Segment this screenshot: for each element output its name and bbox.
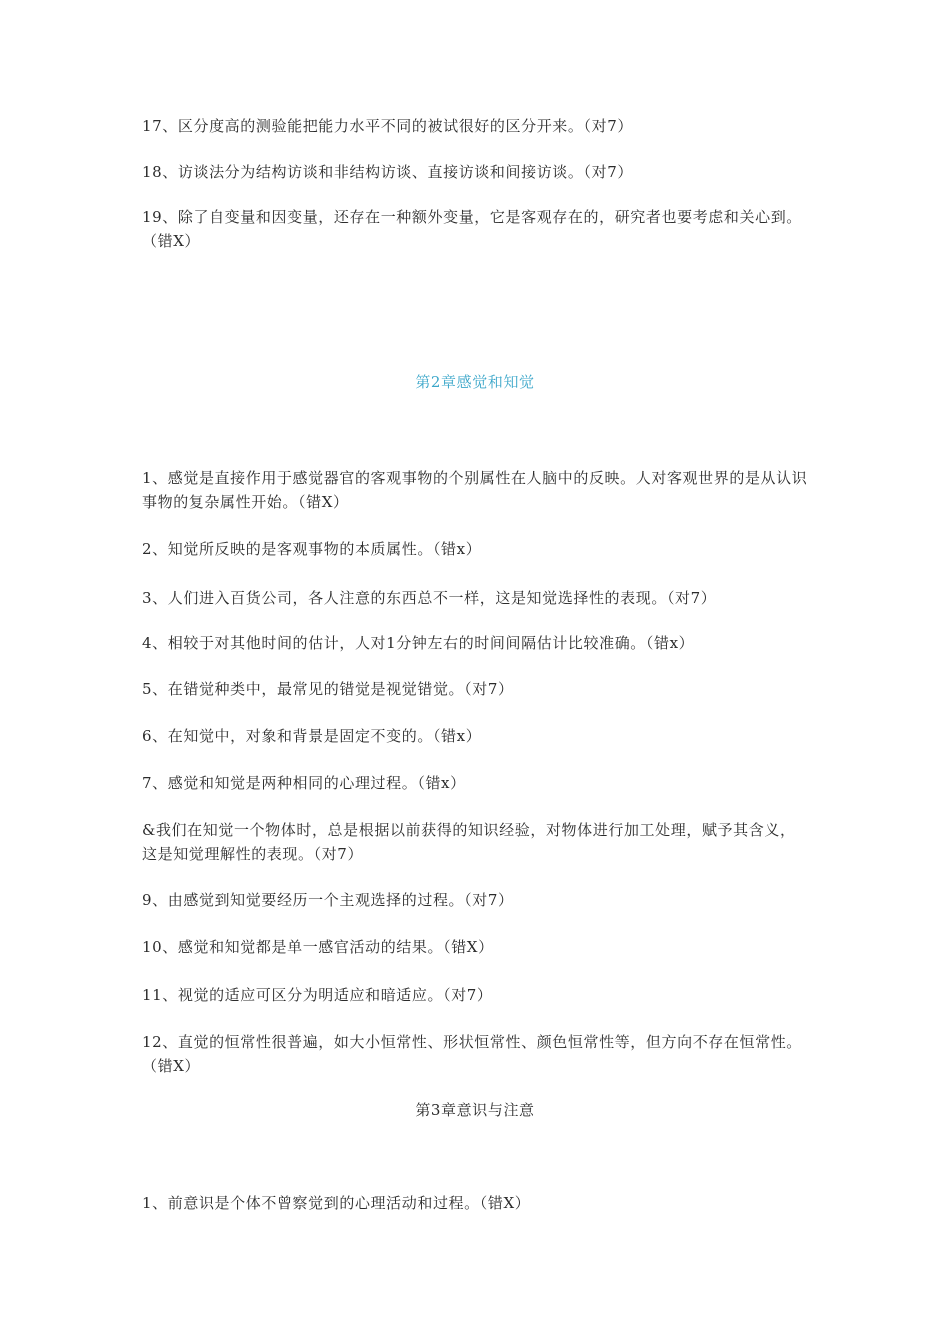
question-item: 11、视觉的适应可区分为明适应和暗适应。（对7） [142,986,493,1004]
question-item: 17、区分度高的测验能把能力水平不同的被试很好的区分开来。（对7） [142,117,633,135]
question-item: 19、除了自变量和因变量，还存在一种额外变量，它是客观存在的，研究者也要考虑和关心到。（错X） [142,208,802,250]
chapter-heading: 第2章感觉和知觉 [415,373,535,391]
question-item: 7、感觉和知觉是两种相同的心理过程。（错x） [142,774,466,792]
question-item: 18、访谈法分为结构访谈和非结构访谈、直接访谈和间接访谈。（对7） [142,163,633,181]
question-item: &我们在知觉一个物体时，总是根据以前获得的知识经验，对物体进行加工处理，赋予其含义，这是知觉理解性的表现。（对7） [142,821,796,863]
question-item: 1、感觉是直接作用于感觉器官的客观事物的个别属性在人脑中的反映。人对客观世界的是从认识事物的复杂属性开始。（错X） [142,469,808,511]
chapter-heading: 第3章意识与注意 [415,1101,535,1119]
question-item: 6、在知觉中，对象和背景是固定不变的。（错x） [142,727,482,745]
question-item: 5、在错觉种类中，最常见的错觉是视觉错觉。（对7） [142,680,514,698]
question-item: 4、相较于对其他时间的估计，人对1分钟左右的时间间隔估计比较准确。（错x） [142,634,695,652]
question-item: 10、感觉和知觉都是单一感官活动的结果。（错X） [142,938,494,956]
question-item: 12、直觉的恒常性很普遍，如大小恒常性、形状恒常性、颜色恒常性等，但方向不存在恒常性。（错X） [142,1033,802,1075]
question-item: 2、知觉所反映的是客观事物的本质属性。（错x） [142,540,482,558]
question-item: 3、人们进入百货公司，各人注意的东西总不一样，这是知觉选择性的表现。（对7） [142,589,717,607]
question-item: 1、前意识是个体不曾察觉到的心理活动和过程。（错X） [142,1194,531,1212]
question-item: 9、由感觉到知觉要经历一个主观选择的过程。（对7） [142,891,514,909]
